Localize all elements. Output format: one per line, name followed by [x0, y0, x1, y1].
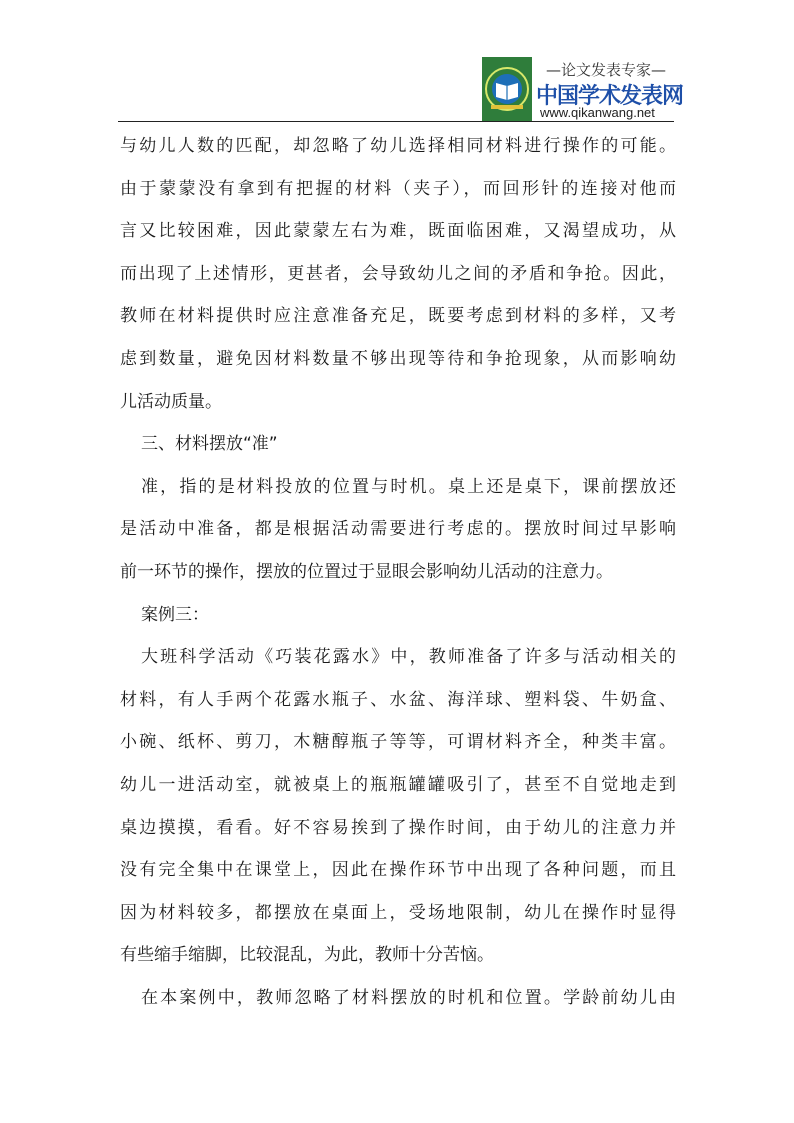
text-line: 桌边摸摸，看看。好不容易挨到了操作时间，由于幼儿的注意力并 [120, 817, 676, 838]
text-line: 小碗、纸杯、剪刀，木糖醇瓶子等等，可谓材料齐全，种类丰富。 [120, 732, 676, 753]
document-body [120, 125, 676, 1019]
text-line: 言又比较困难，因此蒙蒙左右为难，既面临困难，又渴望成功，从 [120, 221, 676, 242]
text-line: 前一环节的操作，摆放的位置过于显眼会影响幼儿活动的注意力。 [120, 561, 613, 582]
text-line: 在本案例中，教师忽略了材料摆放的时机和位置。学龄前幼儿由 [141, 987, 676, 1008]
book-emblem-icon [482, 57, 532, 121]
text-line: 因为材料较多，都摆放在桌面上，受场地限制，幼儿在操作时显得 [120, 902, 676, 923]
text-line: 虑到数量，避免因材料数量不够出现等待和争抢现象，从而影响幼 [120, 348, 676, 369]
text-line: 三、材料摆放“准” [141, 434, 278, 455]
text-line: 幼儿一进活动室，就被桌上的瓶瓶罐罐吸引了，甚至不自觉地走到 [120, 774, 676, 795]
page-header [0, 0, 794, 125]
text-line: 没有完全集中在课堂上，因此在操作环节中出现了各种问题，而且 [120, 860, 676, 881]
text-line: 与幼儿人数的匹配，却忽略了幼儿选择相同材料进行操作的可能。 [120, 136, 676, 156]
text-line: 大班科学活动《巧装花露水》中，教师准备了许多与活动相关的 [141, 647, 676, 668]
logo-brand-name: 中国学术发表网 [536, 84, 684, 109]
header-divider [118, 121, 674, 122]
text-line: 有些缩手缩脚，比较混乱，为此，教师十分苦恼。 [120, 945, 494, 966]
text-line: 是活动中准备，都是根据活动需要进行考虑的。摆放时间过早影响 [120, 519, 676, 540]
text-line: 案例三： [141, 604, 209, 625]
text-line: 材料，有人手两个花露水瓶子、水盆、海洋球、塑料袋、牛奶盒、 [120, 689, 676, 710]
text-line: 由于蒙蒙没有拿到有把握的材料（夹子），而回形针的连接对他而 [120, 178, 676, 199]
text-line: 而出现了上述情形，更甚者，会导致幼儿之间的矛盾和争抢。因此， [120, 263, 676, 284]
text-line: 儿活动质量。 [120, 391, 222, 412]
text-line: 教师在材料提供时应注意准备充足，既要考虑到材料的多样，又考 [120, 306, 676, 327]
logo-tagline: —论文发表专家— [545, 61, 666, 79]
site-logo [482, 57, 684, 121]
text-line: 准，指的是材料投放的位置与时机。桌上还是桌下，课前摆放还 [141, 476, 676, 497]
logo-url: www.qikanwang.net [540, 105, 655, 120]
